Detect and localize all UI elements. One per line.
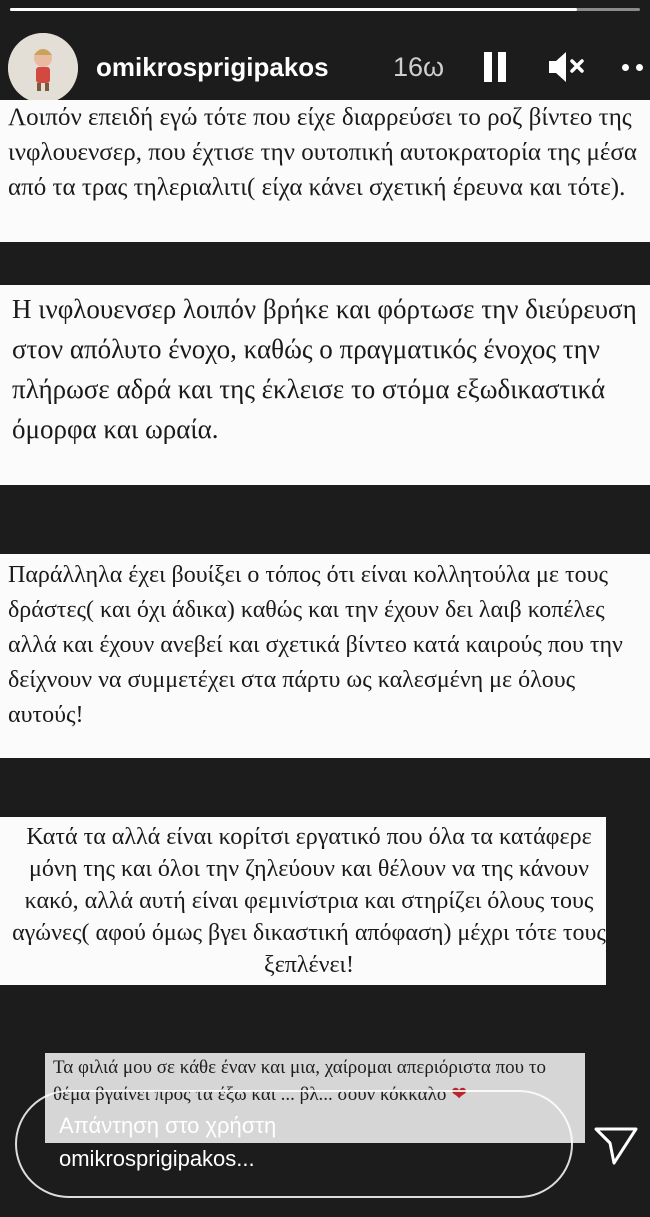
story-time: 16ω <box>393 52 445 82</box>
send-icon[interactable] <box>592 1123 640 1167</box>
reply-placeholder <box>59 1109 276 1175</box>
text-block-3 <box>0 554 650 758</box>
mute-icon[interactable] <box>547 50 587 84</box>
text-block-1-content: Λοιπόν επειδή εγώ τότε που είχε διαρρεύσει το ροζ βίντεο της ινφλουενσερ, που έχτισε την ουτοπική αυτοκρατορία της μέσα από τα τρας τηλεριαλιτι( είχα κάνει σχετική έρευνα και τότε). <box>8 104 637 201</box>
text-block-4-content: Κατά τα αλλά είναι κορίτσι εργατικό που όλα τα κατάφερε μόνη της και όλοι την ζηλεύουν και θέλουν να της κάνουν κακό, αλλά αυτή είναι φεμινίστρια και στηρίζει όλους τους αγώνες( αφού όμως βγει δικαστική απόφαση) μέχρι τότε τους ξεπλένει! <box>12 824 606 978</box>
story-progress-fill <box>10 8 577 11</box>
heart-icon: ❤ <box>451 1083 467 1105</box>
more-icon[interactable] <box>622 64 650 72</box>
text-block-2 <box>0 285 650 485</box>
text-block-1 <box>0 100 650 242</box>
pause-icon[interactable] <box>484 52 506 82</box>
text-block-3-content: Παράλληλα έχει βουίξει ο τόπος ότι είναι κολλητούλα με τους δράστες( και όχι άδικα) καθώς και την έχουν δει λαιβ κοπέλες αλλά και έχουν ανεβεί και σχετικά βίντεο κατά καιρούς που την δείχνουν να συμμετέχει στα πάρτυ ως καλεσμένη με όλους αυτούς! <box>8 562 623 728</box>
text-block-2-content: Η ινφλουενσερ λοιπόν βρήκε και φόρτωσε την διεύρευση στον απόλυτο ένοχο, καθώς ο πραγματικός ένοχος την πλήρωσε αδρά και της έκλεισε το στόμα εξωδικαστικά όμορφα και ωραία. <box>12 294 637 444</box>
reply-input[interactable] <box>15 1090 573 1198</box>
avatar[interactable] <box>8 33 78 103</box>
text-block-5-content: Τα φιλιά μου σε κάθε έναν και μια, χαίρομαι απεριόριστα που το θέμα βγαίνει προς τα έξω και ... βλ... σουν κόκκαλο <box>53 1057 546 1105</box>
story-username[interactable]: omikrosprigipakos <box>96 52 329 82</box>
story-progress-bar <box>10 8 640 11</box>
reply-line-1: Απάντηση στο χρήστη <box>59 1113 277 1138</box>
reply-line-2: omikrosprigipakos... <box>59 1146 255 1171</box>
story-header <box>0 30 650 100</box>
text-block-4 <box>0 817 606 985</box>
